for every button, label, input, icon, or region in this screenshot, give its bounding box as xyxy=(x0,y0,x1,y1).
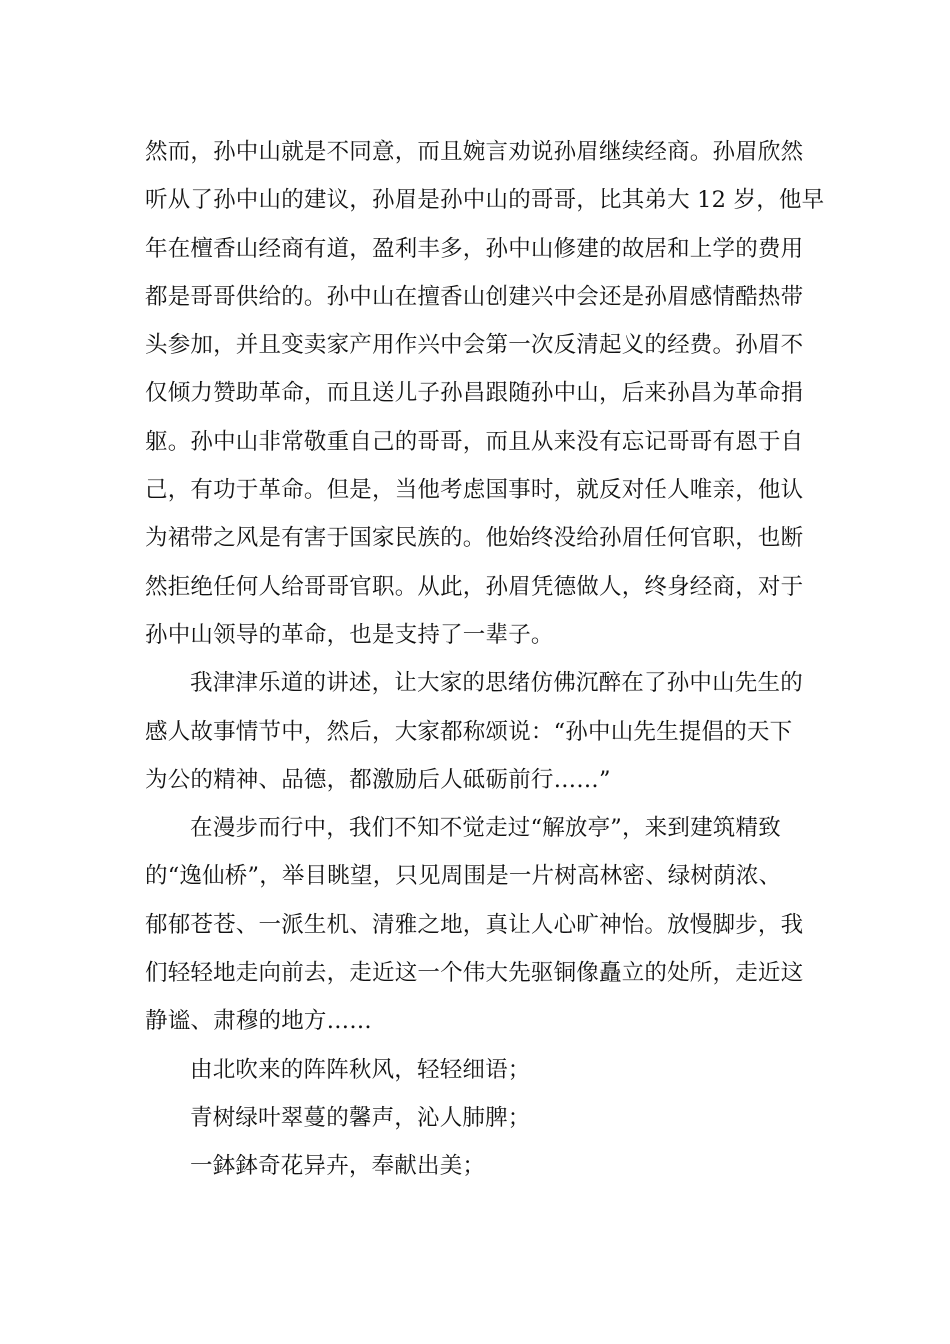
verse-line-2 xyxy=(145,1094,807,1142)
text-line: 听从了孙中山的建议，孙眉是孙中山的哥哥，比其弟大 12 岁，他早 xyxy=(145,187,825,214)
text-line: 然而，孙中山就是不同意，而且婉言劝说孙眉继续经商。孙眉欣然 xyxy=(145,139,804,165)
text-line: 己，有功于革命。但是，当他考虑国事时，就反对任人唯亲，他认 xyxy=(145,477,804,504)
text-line: 青树绿叶翠蔓的馨声，沁人肺脾； xyxy=(190,1104,531,1131)
text-line: 都是哥哥供给的。孙中山在擅香山创建兴中会还是孙眉感情酷热带 xyxy=(145,283,804,310)
paragraph-1 xyxy=(145,128,825,659)
text-line: 躯。孙中山非常敬重自己的哥哥，而且从来没有忘记哥哥有恩于自 xyxy=(145,428,804,455)
verse-line-1 xyxy=(145,1046,807,1094)
text-line: 我津津乐道的讲述，让大家的思绪仿佛沉醉在了孙中山先生的 xyxy=(190,670,803,697)
text-line: 的“逸仙桥”，举目眺望，只见周围是一片树高林密、绿树荫浓、 xyxy=(145,863,782,890)
text-line: 由北吹来的阵阵秋风，轻轻细语； xyxy=(190,1056,531,1083)
document-page xyxy=(145,128,825,1191)
paragraph-2 xyxy=(145,659,807,804)
text-line: 静谧、肃穆的地方…… xyxy=(145,1008,373,1035)
text-line: 为公的精神、品德，都激励后人砥砺前行……” xyxy=(145,766,611,793)
text-line: 感人故事情节中，然后，大家都称颂说：“孙中山先生提倡的天下 xyxy=(145,718,793,745)
text-line: 头参加，并且变卖家产用作兴中会第一次反清起义的经费。孙眉不 xyxy=(145,332,804,359)
text-line: 们轻轻地走向前去，走近这一个伟大先驱铜像矗立的处所，走近这 xyxy=(145,960,804,987)
text-line: 年在檀香山经商有道，盈利丰多，孙中山修建的故居和上学的费用 xyxy=(145,235,804,262)
paragraph-3 xyxy=(145,804,807,1045)
text-line: 孙中山领导的革命，也是支持了一辈子。 xyxy=(145,621,554,648)
text-line: 郁郁苍苍、一派生机、清雅之地，真让人心旷神怡。放慢脚步，我 xyxy=(145,911,804,938)
text-line: 然拒绝任何人给哥哥官职。从此，孙眉凭德做人，终身经商，对于 xyxy=(145,573,804,600)
text-line: 为裙带之风是有害于国家民族的。他始终没给孙眉任何官职，也断 xyxy=(145,525,804,552)
text-line: 在漫步而行中，我们不知不觉走过“解放亭”，来到建筑精致 xyxy=(190,815,781,842)
text-line: 一鉢鉢奇花异卉，奉献出美； xyxy=(190,1153,486,1180)
verse-line-3 xyxy=(145,1142,807,1190)
text-line: 仅倾力赞助革命，而且送儿子孙昌跟随孙中山，后来孙昌为革命捐 xyxy=(145,380,804,407)
